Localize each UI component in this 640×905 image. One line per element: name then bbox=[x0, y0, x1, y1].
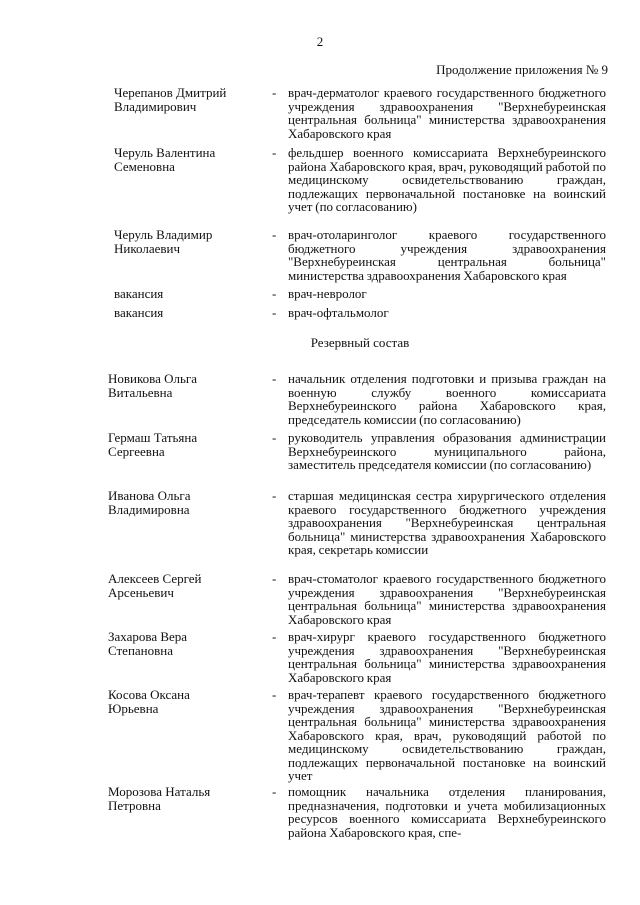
member-name: Новикова Ольга Витальевна bbox=[108, 371, 198, 400]
member-name: Алексеев Сергей Арсеньевич bbox=[108, 571, 202, 600]
member-position: старшая медицинская сестра хирургического отделения краевого государственного бюджетного учреждения здравоохранения "Верхнебуреинская центральная больница" министерства здравоохранения Хабаровского края, секретарь комиссии bbox=[288, 488, 606, 557]
appendix-continuation-label: Продолжение приложения № 9 bbox=[436, 62, 608, 77]
member-name: Черуль Владимир Николаевич bbox=[114, 227, 213, 256]
member-position: врач-отоларинголог краевого государственного бюджетного учреждения здравоохранения "Верхнебуреинская центральная больница" министерства здравоохранения Хабаровского края bbox=[288, 227, 606, 283]
separator-dash: - bbox=[272, 85, 277, 100]
member-position: помощник начальника отделения планирования, предназначения, подготовки и учета мобилизационных ресурсов военного комиссариата Верхнебуреинского района Хабаровского края, спе- bbox=[288, 784, 606, 840]
member-position: начальник отделения подготовки и призыва граждан на военную службу военного комиссариата Верхнебуреинского района Хабаровского края, председатель комиссии (по согласованию) bbox=[288, 371, 606, 427]
member-position: врач-терапевт краевого государственного бюджетного учреждения здравоохранения "Верхнебуреинская центральная больница" министерства здравоохранения Хабаровского края, врач, руководящий работой по медицинскому освидетельствованию граждан, подлежащих первоначальной постановке на воинский учет bbox=[288, 687, 606, 783]
member-position: руководитель управления образования администрации Верхнебуреинского муниципального района, заместитель председателя комиссии (по согласованию) bbox=[288, 430, 606, 472]
member-name: Черуль Валентина Семеновна bbox=[114, 145, 216, 174]
separator-dash: - bbox=[272, 371, 277, 386]
member-position: фельдшер военного комиссариата Верхнебуреинского района Хабаровского края, врач, руководящий работой по медицинскому освидетельствованию граждан, подлежащих первоначальной постановке на воинский учет (по согласованию) bbox=[288, 145, 606, 214]
separator-dash: - bbox=[272, 784, 277, 799]
member-name: вакансия bbox=[114, 305, 164, 320]
separator-dash: - bbox=[272, 488, 277, 503]
member-position: врач-невролог bbox=[288, 286, 367, 301]
member-name: Гермаш Татьяна Сергеевна bbox=[108, 430, 198, 459]
member-position: врач-офтальмолог bbox=[288, 305, 389, 320]
member-name: вакансия bbox=[114, 286, 164, 301]
member-name: Иванова Ольга Владимировна bbox=[108, 488, 191, 517]
separator-dash: - bbox=[272, 227, 277, 242]
member-position: врач-стоматолог краевого государственного бюджетного учреждения здравоохранения "Верхнебуреинская центральная больница" министерства здравоохранения Хабаровского края bbox=[288, 571, 606, 627]
member-name: Морозова Наталья Петровна bbox=[108, 784, 211, 813]
page-number: 2 bbox=[316, 34, 324, 49]
member-name: Косова Оксана Юрьевна bbox=[108, 687, 190, 716]
member-name: Черепанов Дмитрий Владимирович bbox=[114, 85, 227, 114]
separator-dash: - bbox=[272, 687, 277, 702]
reserve-section-title: Резервный состав bbox=[310, 335, 410, 350]
separator-dash: - bbox=[272, 305, 277, 320]
separator-dash: - bbox=[272, 571, 277, 586]
separator-dash: - bbox=[272, 286, 277, 301]
separator-dash: - bbox=[272, 430, 277, 445]
member-position: врач-хирург краевого государственного бюджетного учреждения здравоохранения "Верхнебуреинская центральная больница" министерства здравоохранения Хабаровского края bbox=[288, 629, 606, 685]
member-position: врач-дерматолог краевого государственного бюджетного учреждения здравоохранения "Верхнебуреинская центральная больница" министерства здравоохранения Хабаровского края bbox=[288, 85, 606, 141]
separator-dash: - bbox=[272, 145, 277, 160]
separator-dash: - bbox=[272, 629, 277, 644]
member-name: Захарова Вера Степановна bbox=[108, 629, 188, 658]
